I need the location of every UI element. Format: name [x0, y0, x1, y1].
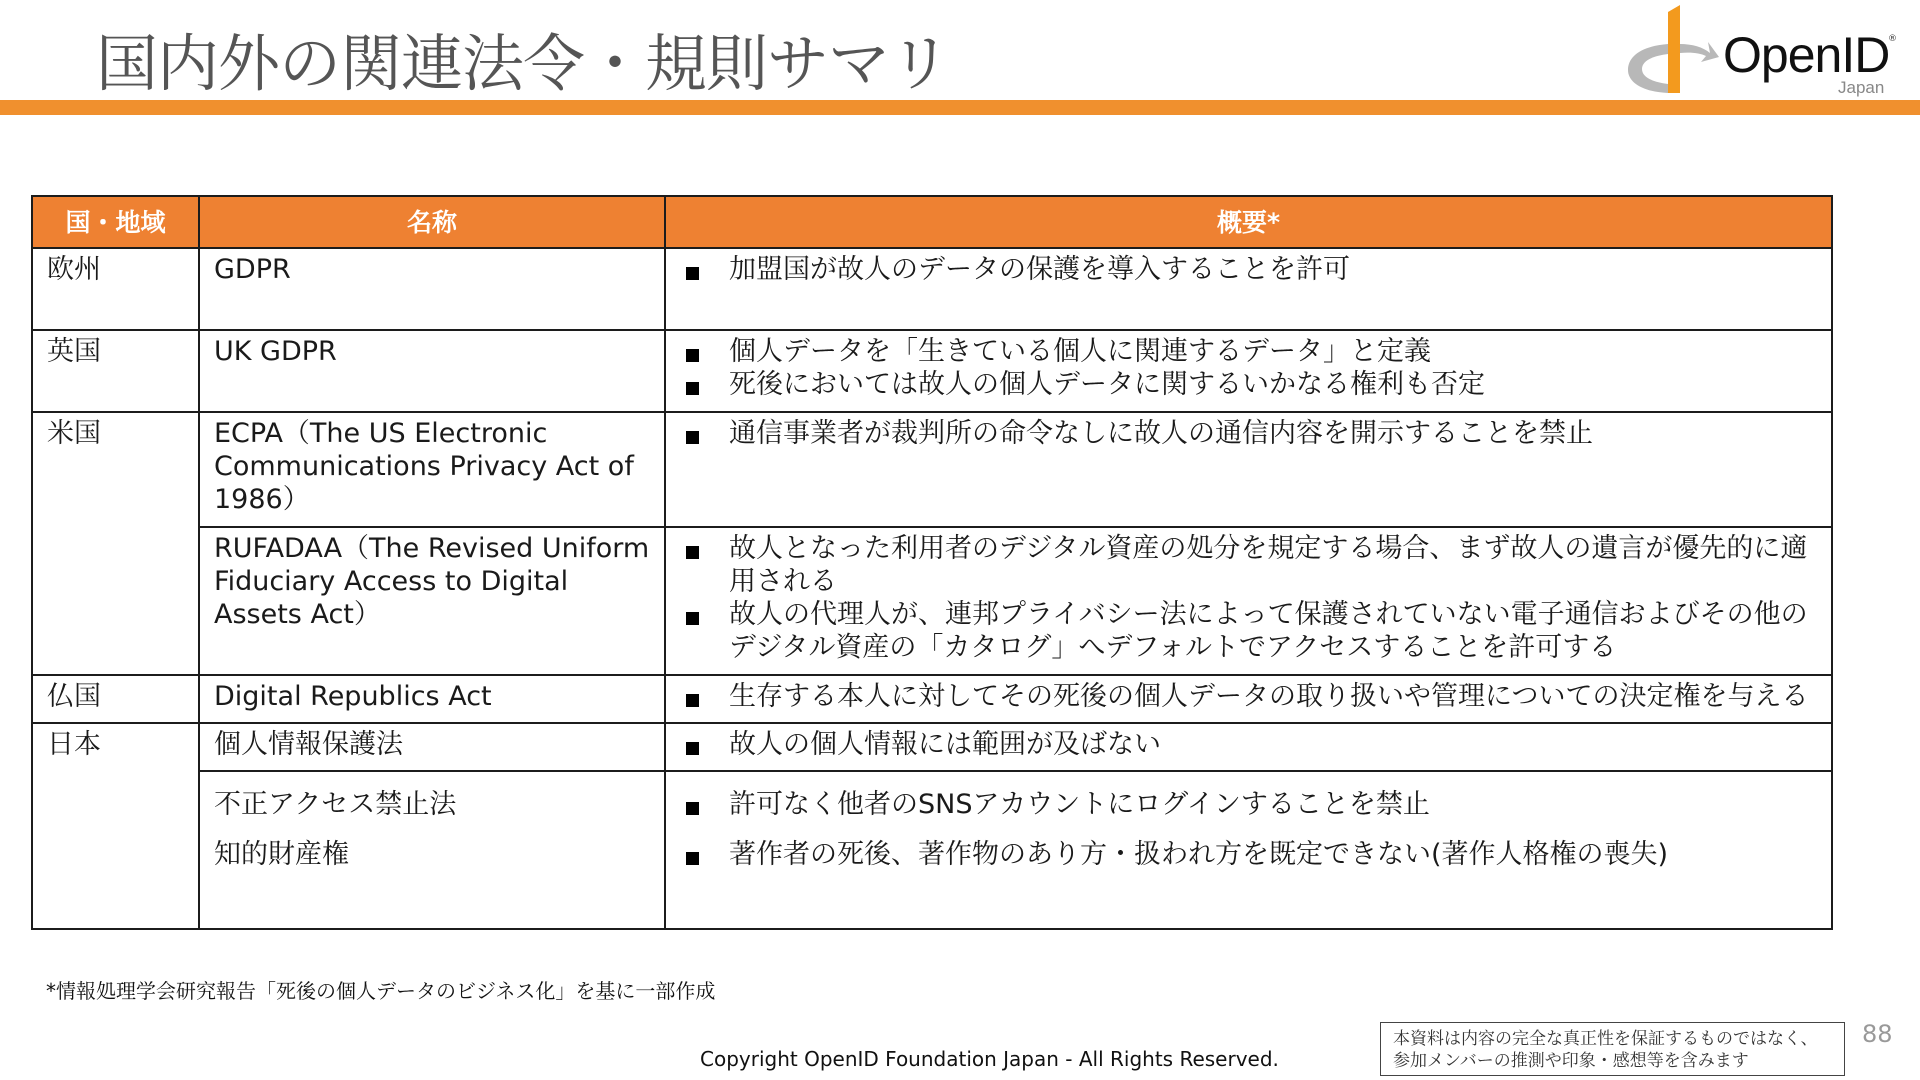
title-underline-bar: [0, 100, 1920, 115]
square-bullet-icon: [686, 349, 699, 362]
square-bullet-icon: [686, 612, 699, 625]
header-region: 国・地域: [32, 196, 199, 248]
table-row: [32, 675, 1832, 723]
openid-japan-logo: [1620, 4, 1900, 96]
table-row: [32, 248, 1832, 330]
law-name-cell: GDPR: [199, 248, 665, 330]
summary-cell: [665, 675, 1832, 723]
summary-cell: [665, 248, 1832, 330]
slide-title: 国内外の関連法令・規則サマリ: [96, 27, 951, 100]
logo-wordmark: OpenID: [1723, 27, 1890, 83]
logo-registered-mark: ®: [1888, 34, 1897, 44]
table-row: [32, 412, 1832, 527]
footnote: *情報処理学会研究報告「死後の個人データのビジネス化」を基に一部作成: [46, 979, 716, 1003]
header-name: 名称: [199, 196, 665, 248]
bullet-item: 故人の個人情報には範囲が及ばない: [680, 728, 1817, 761]
square-bullet-icon: [686, 694, 699, 707]
region-cell: 英国: [32, 330, 199, 412]
openid-logo-icon: [1620, 4, 1720, 96]
square-bullet-icon: [686, 742, 699, 755]
table-row: [32, 771, 1832, 929]
table-header-row: [32, 196, 1832, 248]
square-bullet-icon: [686, 802, 699, 815]
summary-cell: [665, 330, 1832, 412]
region-cell: 米国: [32, 412, 199, 675]
region-cell: 欧州: [32, 248, 199, 330]
disclaimer-box: 本資料は内容の完全な真正性を保証するものではなく、参加メンバーの推測や印象・感想等を含みます: [1380, 1022, 1845, 1076]
region-cell: 日本: [32, 723, 199, 929]
summary-cell: [665, 771, 1832, 929]
bullet-item: 故人となった利用者のデジタル資産の処分を規定する場合、まず故人の遺言が優先的に適用される: [680, 532, 1817, 598]
bullet-item: 通信事業者が裁判所の命令なしに故人の通信内容を開示することを禁止: [680, 417, 1817, 450]
law-name: 不正アクセス禁止法: [214, 789, 457, 820]
copyright-notice: Copyright OpenID Foundation Japan - All Rights Reserved.: [700, 1047, 1279, 1071]
table-row: [32, 723, 1832, 771]
region-cell: 仏国: [32, 675, 199, 723]
square-bullet-icon: [686, 852, 699, 865]
regulation-summary-table: [31, 195, 1833, 930]
logo-subtitle: Japan: [1838, 78, 1885, 97]
bullet-item: 生存する本人に対してその死後の個人データの取り扱いや管理についての決定権を与える: [680, 680, 1817, 713]
header-summary: 概要*: [665, 196, 1832, 248]
bullet-item: 個人データを「生きている個人に関連するデータ」と定義: [680, 335, 1817, 368]
summary-cell: [665, 412, 1832, 527]
law-name-cell: 個人情報保護法: [199, 723, 665, 771]
bullet-item: 死後においては故人の個人データに関するいかなる権利も否定: [680, 368, 1817, 401]
summary-cell: [665, 527, 1832, 675]
square-bullet-icon: [686, 546, 699, 559]
bullet-item: 著作者の死後、著作物のあり方・扱われ方を既定できない(著作人格権の喪失): [680, 838, 1817, 871]
table-row: [32, 527, 1832, 675]
bullet-item: 加盟国が故人のデータの保護を導入することを許可: [680, 253, 1817, 286]
law-name-cell: UK GDPR: [199, 330, 665, 412]
law-name-cell: [199, 771, 665, 929]
law-name-cell: RUFADAA（The Revised Uniform Fiduciary Access to Digital Assets Act）: [199, 527, 665, 675]
table-row: [32, 330, 1832, 412]
bullet-item: 故人の代理人が、連邦プライバシー法によって保護されていない電子通信およびその他のデジタル資産の「カタログ」へデフォルトでアクセスすることを許可する: [680, 598, 1817, 664]
square-bullet-icon: [686, 267, 699, 280]
law-name: 知的財産権: [214, 839, 349, 870]
summary-cell: [665, 723, 1832, 771]
page-number: 88: [1862, 1020, 1893, 1048]
law-name-cell: ECPA（The US Electronic Communications Privacy Act of 1986）: [199, 412, 665, 527]
law-name-cell: Digital Republics Act: [199, 675, 665, 723]
bullet-item: 許可なく他者のSNSアカウントにログインすることを禁止: [680, 788, 1817, 821]
square-bullet-icon: [686, 382, 699, 395]
square-bullet-icon: [686, 431, 699, 444]
